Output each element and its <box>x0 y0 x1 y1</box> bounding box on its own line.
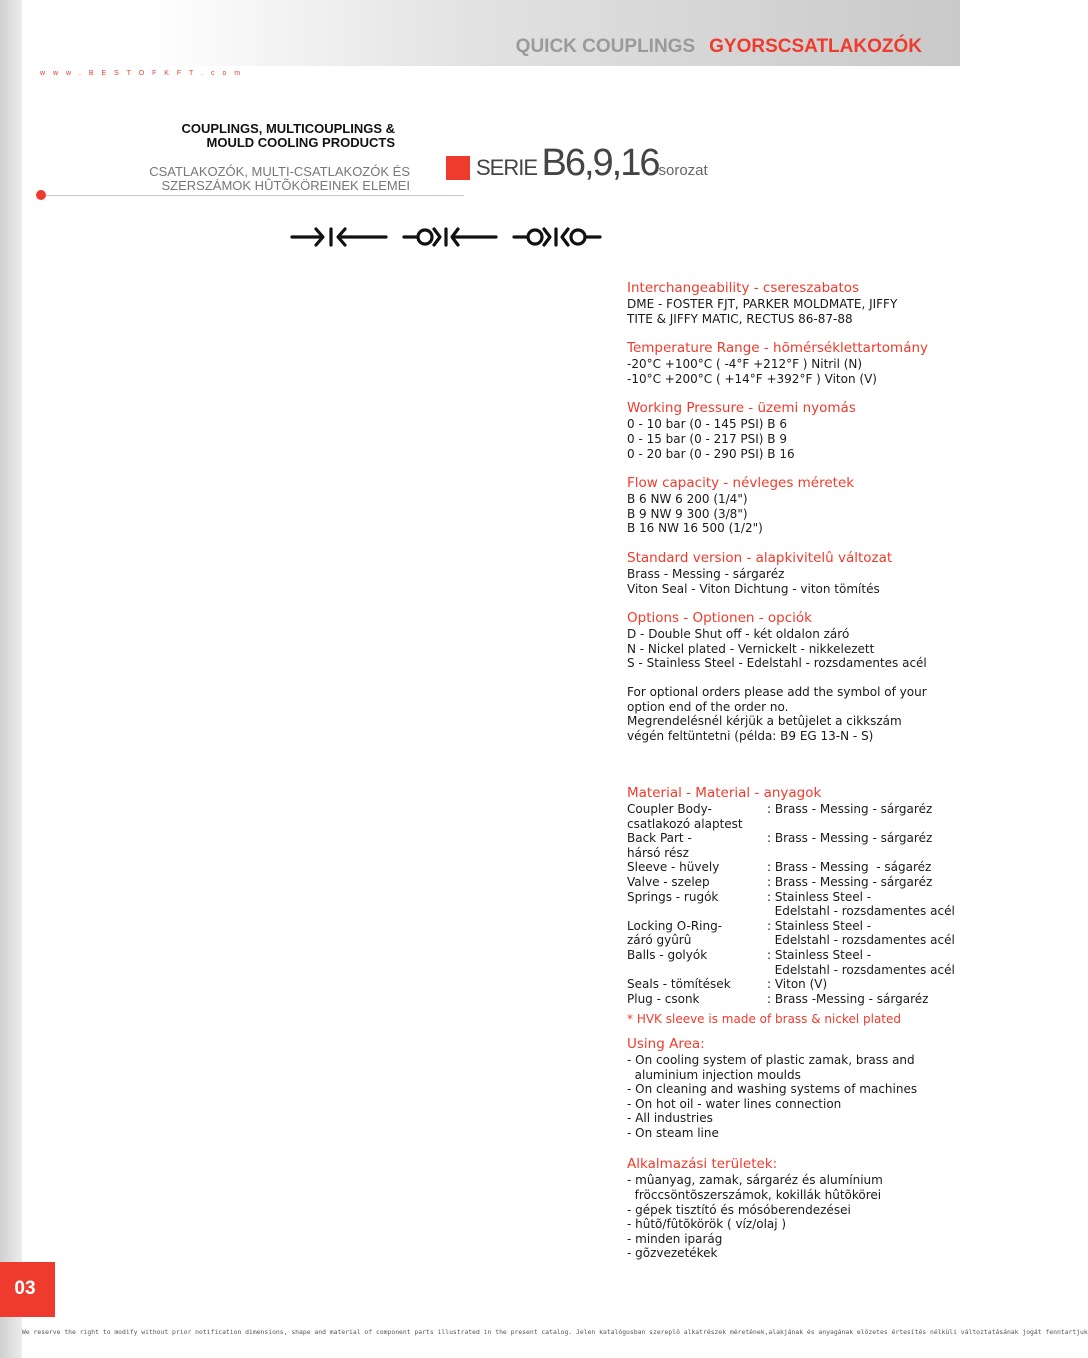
using-area-line: aluminium injection moulds <box>627 1067 801 1082</box>
spec-line: 0 - 15 bar (0 - 217 PSI) B 9 <box>627 431 787 446</box>
coupling-symbols-icon <box>290 222 620 252</box>
spec-heading: Interchangeability - csereszabatos <box>627 280 860 296</box>
alkalmazasi-line: - gõzvezetékek <box>627 1246 718 1261</box>
products-title-line2: MOULD COOLING PRODUCTS <box>206 135 395 150</box>
material-row <box>627 890 955 905</box>
spec-line: For optional orders please add the symbol of your <box>627 684 927 699</box>
products-subtitle <box>110 165 410 193</box>
material-value: : Viton (V) <box>767 977 828 992</box>
website-link[interactable]: w w w . B E S T O F K F T . c o m <box>40 70 244 77</box>
spec-temperature <box>627 340 928 386</box>
material-value: Edelstahl - rozsdamentes acél <box>767 933 955 948</box>
spec-interchangeability <box>627 280 928 326</box>
spec-line: B 9 NW 9 300 (3/8") <box>627 506 748 521</box>
material-name: csatlakozó alaptest <box>627 816 743 831</box>
alkalmazasi-heading: Alkalmazási területek: <box>627 1156 778 1173</box>
alkalmazasi-line: - minden iparág <box>627 1231 723 1246</box>
spec-line: Viton Seal - Viton Dichtung - viton tömítés <box>627 581 880 596</box>
spec-line: Megrendelésnél kérjük a betûjelet a cikkszám <box>627 714 902 729</box>
material-name: Balls - golyók <box>627 947 708 962</box>
material-row <box>627 817 955 832</box>
material-row <box>627 875 955 890</box>
spec-line: B 6 NW 6 200 (1/4") <box>627 492 748 507</box>
material-name: Seals - tömítések <box>627 977 731 992</box>
material-row <box>627 977 955 992</box>
spec-flow <box>627 475 928 536</box>
alkalmazasi-line: fröccsöntõszerszámok, kokillák hûtõkörei <box>627 1188 882 1203</box>
spec-pressure <box>627 400 928 461</box>
material-value: : Brass - Messing - sárgaréz <box>767 831 933 846</box>
alkalmazasi-line: - hûtõ/fûtõkörök ( víz/olaj ) <box>627 1217 787 1232</box>
material-row <box>627 846 955 861</box>
spec-line: TITE & JIFFY MATIC, RECTUS 86-87-88 <box>627 311 853 326</box>
materials-note: * HVK sleeve is made of brass & nickel plated <box>627 1012 902 1027</box>
material-value: : Brass - Messing - sárgaréz <box>767 802 933 816</box>
specifications <box>627 280 928 757</box>
material-row <box>627 904 955 919</box>
material-row <box>627 802 955 817</box>
spec-line: B 16 NW 16 500 (1/2") <box>627 521 763 536</box>
spec-heading: Working Pressure - üzemi nyomás <box>627 400 856 417</box>
spec-line: DME - FOSTER FJT, PARKER MOLDMATE, JIFFY <box>627 297 898 311</box>
material-value: : Stainless Steel - <box>767 889 872 904</box>
material-row <box>627 831 955 846</box>
spec-line: végén feltüntetni (példa: B9 EG 13-N - S) <box>627 728 874 743</box>
material-row <box>627 860 955 875</box>
coupling-symbol-3-icon <box>514 229 600 245</box>
serie-marker <box>446 156 470 180</box>
material-row <box>627 992 955 1007</box>
spec-line: -20°C +100°C ( -4°F +212°F ) Nitril (N) <box>627 357 863 372</box>
spec-heading: Flow capacity - névleges méretek <box>627 475 855 492</box>
material-value: Edelstahl - rozsdamentes acél <box>767 904 955 919</box>
using-area-heading: Using Area: <box>627 1035 705 1052</box>
alkalmazasi-line: - gépek tisztító és mósóberendezései <box>627 1202 851 1217</box>
material-name <box>627 904 767 919</box>
divider-line <box>44 195 464 196</box>
material-row <box>627 933 955 948</box>
spec-line: 0 - 20 bar (0 - 290 PSI) B 16 <box>627 446 795 461</box>
using-area-line: - On cooling system of plastic zamak, brass and <box>627 1052 915 1067</box>
material-value: Edelstahl - rozsdamentes acél <box>767 962 955 977</box>
material-value: : Brass - Messing - sárgaréz <box>767 874 933 889</box>
products-subtitle-line1: CSATLAKOZÓK, MULTI-CSATLAKOZÓK ÉS <box>149 164 410 179</box>
spec-line: S - Stainless Steel - Edelstahl - rozsdamentes acél <box>627 656 927 671</box>
spec-heading: Standard version - alapkivitelû változat <box>627 549 893 566</box>
serie-heading <box>476 142 708 185</box>
left-decor-strip <box>0 0 22 1358</box>
material-row <box>627 963 955 978</box>
page-title <box>516 36 922 58</box>
spec-options <box>627 610 928 671</box>
serie-label: SERIE <box>476 155 538 180</box>
materials-heading: Material - Material - anyagok <box>627 785 822 801</box>
using-area-line: - On cleaning and washing systems of machines <box>627 1082 918 1097</box>
spec-standard <box>627 550 928 596</box>
footer-disclaimer: We reserve the right to modify without prior notification dimensions, shape and material of component parts illustrated in the present catalog. Jelen katalógusban szereplõ alkatrészek méretének,alakjának és anyagának elõzetes értesítés nélküli változtatásának jogát fenntartjuk <box>22 1328 1088 1336</box>
material-value: : Stainless Steel - <box>767 918 872 933</box>
material-name: Plug - csonk <box>627 991 700 1006</box>
serie-code: B6,9,16 <box>541 142 659 184</box>
material-name <box>627 963 767 978</box>
products-title <box>120 122 395 150</box>
material-name: Back Part - <box>627 831 692 846</box>
spec-line: -10°C +200°C ( +14°F +392°F ) Viton (V) <box>627 371 877 386</box>
using-area-line: - On steam line <box>627 1125 719 1140</box>
timeline-dot-icon <box>36 190 46 200</box>
spec-heading: Options - Optionen - opciók <box>627 610 812 627</box>
using-area-line: - On hot oil - water lines connection <box>627 1096 842 1111</box>
title-en: QUICK COUPLINGS <box>515 36 696 57</box>
material-row <box>627 919 955 934</box>
spec-line: Brass - Messing - sárgaréz <box>627 566 785 581</box>
material-value: : Stainless Steel - <box>767 947 872 962</box>
materials-section <box>627 785 955 1261</box>
material-name: Springs - rugók <box>627 889 719 904</box>
material-name: Locking O-Ring- <box>627 918 723 933</box>
material-name: hársó rész <box>627 845 689 860</box>
material-name: Valve - szelep <box>627 874 710 889</box>
material-row <box>627 948 955 963</box>
coupling-symbol-1-icon <box>292 229 386 245</box>
material-value: : Brass -Messing - sárgaréz <box>767 991 929 1006</box>
spec-order-note <box>627 685 928 743</box>
alkalmazasi-line: - mûanyag, zamak, sárgaréz és alumínium <box>627 1173 883 1188</box>
coupling-symbol-2-icon <box>404 229 496 245</box>
spec-line: option end of the order no. <box>627 699 789 714</box>
material-name: záró gyûrû <box>627 933 692 948</box>
page-number: 03 <box>14 1278 36 1299</box>
spec-heading: Temperature Range - hõmérséklettartomány <box>627 340 929 357</box>
serie-suffix: sorozat <box>658 162 708 179</box>
using-area-line: - All industries <box>627 1111 713 1126</box>
products-title-line1: COUPLINGS, MULTICOUPLINGS & <box>181 121 395 136</box>
title-hu: GYORSCSATLAKOZÓK <box>709 36 922 57</box>
spec-line: D - Double Shut off - két oldalon záró <box>627 627 850 642</box>
material-name: Coupler Body- <box>627 802 712 816</box>
spec-line: N - Nickel plated - Vernickelt - nikkelezett <box>627 641 875 656</box>
products-subtitle-line2: SZERSZÁMOK HÛTÕKÖREINEK ELEMEI <box>161 178 410 193</box>
spec-line: 0 - 10 bar (0 - 145 PSI) B 6 <box>627 417 787 432</box>
material-value: : Brass - Messing - ságaréz <box>767 860 932 875</box>
material-name: Sleeve - hüvely <box>627 860 720 875</box>
